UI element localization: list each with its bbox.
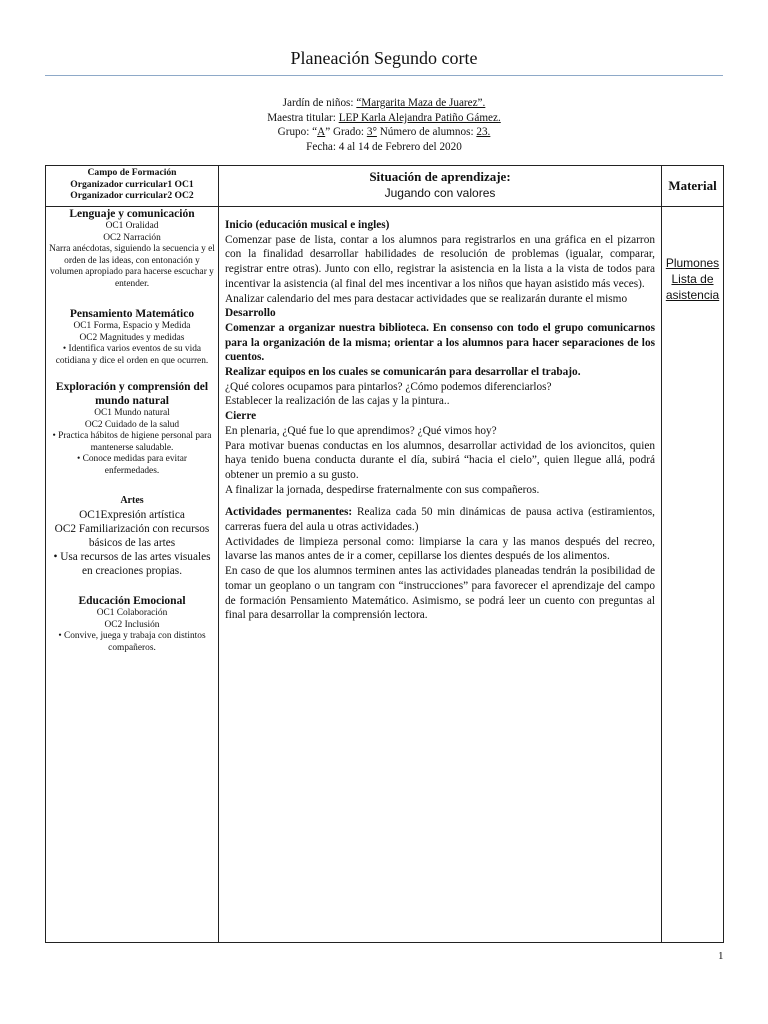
campos-column [46,207,219,943]
material-item: asistencia [665,288,720,302]
campo-line: OC2 Narración [103,232,161,243]
permanentes-text: Realiza cada 50 min dinámicas de pausa activa (estiramientos, carreras fuera del aula u otras actividades.) [225,506,655,534]
campo-title: Pensamiento Matemático [69,308,195,320]
maestra-line [0,111,768,126]
campo-line: OC1 Colaboración [96,608,168,618]
grupo-label: Grupo: “ [277,126,318,139]
maestra-label: Maestra titular: [267,111,336,124]
title-divider [45,75,723,76]
campo-lenguaje [49,207,215,290]
campo-artes [49,494,215,578]
campo-line: • Usa recursos de las artes visuales en creaciones propias. [53,551,211,577]
grado-label: ” Grado: [325,126,365,139]
campo-line: OC1Expresión artística [79,509,185,521]
jardin-line [0,96,768,111]
inicio-title: Inicio (educación musical e ingles) [225,219,390,231]
fecha-line: Fecha: 4 al 14 de Febrero del 2020 [306,140,462,153]
desarrollo-title: Desarrollo [225,307,276,320]
table-header-row [46,166,724,207]
desarrollo-paragraph: Establecer la realización de las cajas y la pintura.. [225,395,450,408]
campo-line: Narra anécdotas, siguiendo la secuencia y el orden de las ideas, con entonación y volumen apropiado para hacerse escuchar y entender. [49,244,215,289]
campo-line: OC2 Magnitudes y medidas [79,332,185,343]
campo-header-line: Campo de Formación [87,167,177,178]
desarrollo-paragraph: ¿Qué colores ocupamos para pintarlos? ¿Cómo podemos diferenciarlos? [225,380,552,393]
campo-title: Artes [120,495,144,506]
final-paragraph: En caso de que los alumnos terminen antes las actividades planeadas tendrán la posibilidad de tomar un geoplano o un tangram con “instrucciones” para favorecer el aprendizaje del campo de formación Pensamiento Matemático. Asimismo, se podrá leer un cuento con preguntas al final para desarrollar la comprensión lectora. [225,565,655,622]
campo-line: • Identifica varios eventos de su vida cotidiana y dice el orden en que ocurren. [55,344,209,366]
inicio-paragraph: Comenzar pase de lista, contar a los alumnos para registrarlos en una gráfica en el pizarron con la finalidad desarrollar habilidades de resolución de problemas (igualar, comparar, registrar entre otras). Junto con ello, registrar la asistencia en la lista a la vista de todos para incentivar la asistencia (al final del mes incentivar a los niños que hayan asistido más veces). [225,233,655,290]
campo-line: • Conoce medidas para evitar enfermedades. [76,454,187,476]
campo-exploracion [49,380,215,477]
campo-line: OC2 Cuidado de la salud [84,419,180,430]
table-body-row [46,207,724,943]
oc1-header-line: Organizador curricular1 OC1 [70,178,194,190]
desarrollo-bold-paragraph: Comenzar a organizar nuestra biblioteca. En consenso con todo el grupo comunicarnos para la organización de la misma; orientar a los alumnos para hacer separaciones de los cuentos. [225,321,655,364]
campo-line: OC2 Familiarización con recursos básicos de las artes [54,523,210,549]
page-number: 1 [718,950,724,962]
material-item: Plumones [665,256,720,270]
campo-title: Lenguaje y comunicación [69,208,195,220]
limpieza-paragraph: Actividades de limpieza personal como: limpiarse la cara y las manos después del recreo, lavarse las manos antes de ir a comer, cepillarse los dientes después de los alimentos. [225,535,655,563]
spacer [225,497,655,505]
campo-line: OC1 Mundo natural [94,408,170,418]
maestra-value: LEP Karla Alejandra Patiño Gámez. [338,111,501,124]
header-info [0,96,768,154]
permanentes-title: Actividades permanentes: [225,506,353,519]
oc2-header-line: Organizador curricular2 OC2 [70,190,194,201]
campo-header [46,166,219,207]
campo-line: OC1 Oralidad [105,221,159,231]
campo-pensamiento [49,307,215,367]
campo-line: OC2 Inclusión [104,619,160,630]
campo-title: Educación Emocional [78,595,186,607]
cierre-paragraph: En plenaria, ¿Qué fue lo que aprendimos? ¿Qué vimos hoy? [225,424,497,437]
campo-title: Exploración y comprensión del mundo natural [55,381,209,407]
planning-table [45,165,724,943]
material-column [662,207,724,943]
grupo-line [0,125,768,140]
desarrollo-bold-paragraph: Realizar equipos en los cuales se comunicarán para desarrollar el trabajo. [225,366,581,379]
situacion-label: Situación de aprendizaje: [369,169,511,184]
jardin-label: Jardín de niños: [282,97,354,109]
alumnos-label: Número de alumnos: [379,126,474,139]
inicio-paragraph: Analizar calendario del mes para destacar actividades que se realizarán durante el mismo [225,292,628,305]
cierre-title: Cierre [225,410,257,423]
cierre-paragraph: A finalizar la jornada, despedirse fraternalmente con sus compañeros. [225,483,540,496]
material-item: Lista de [671,272,714,286]
material-header: Material [662,166,724,207]
campo-line: • Practica hábitos de higiene personal para mantenerse saludable. [52,431,212,453]
cierre-paragraph: Para motivar buenas conductas en los alumnos, desarrollar actividad de los avioncitos, quien haya tenido buena conducta durante el día, subirá “hacia el cielo”, quien llegue allá, podrá obtener un premio a su gusto. [225,439,655,481]
situacion-content [219,207,662,943]
permanentes-paragraph [225,505,655,534]
grupo-value: A [317,126,326,139]
document-title: Planeación Segundo corte [290,48,478,68]
campo-line: OC1 Forma, Espacio y Medida [73,321,191,331]
campo-line: • Convive, juega y trabaja con distintos compañeros. [58,631,206,653]
alumnos-value: 23. [476,126,491,139]
jardin-value: “Margarita Maza de Juarez”. [356,97,486,109]
situacion-title: Jugando con valores [384,186,496,200]
situacion-header [219,166,662,207]
campo-emocional [49,594,215,654]
grado-value: 3° [366,126,377,139]
